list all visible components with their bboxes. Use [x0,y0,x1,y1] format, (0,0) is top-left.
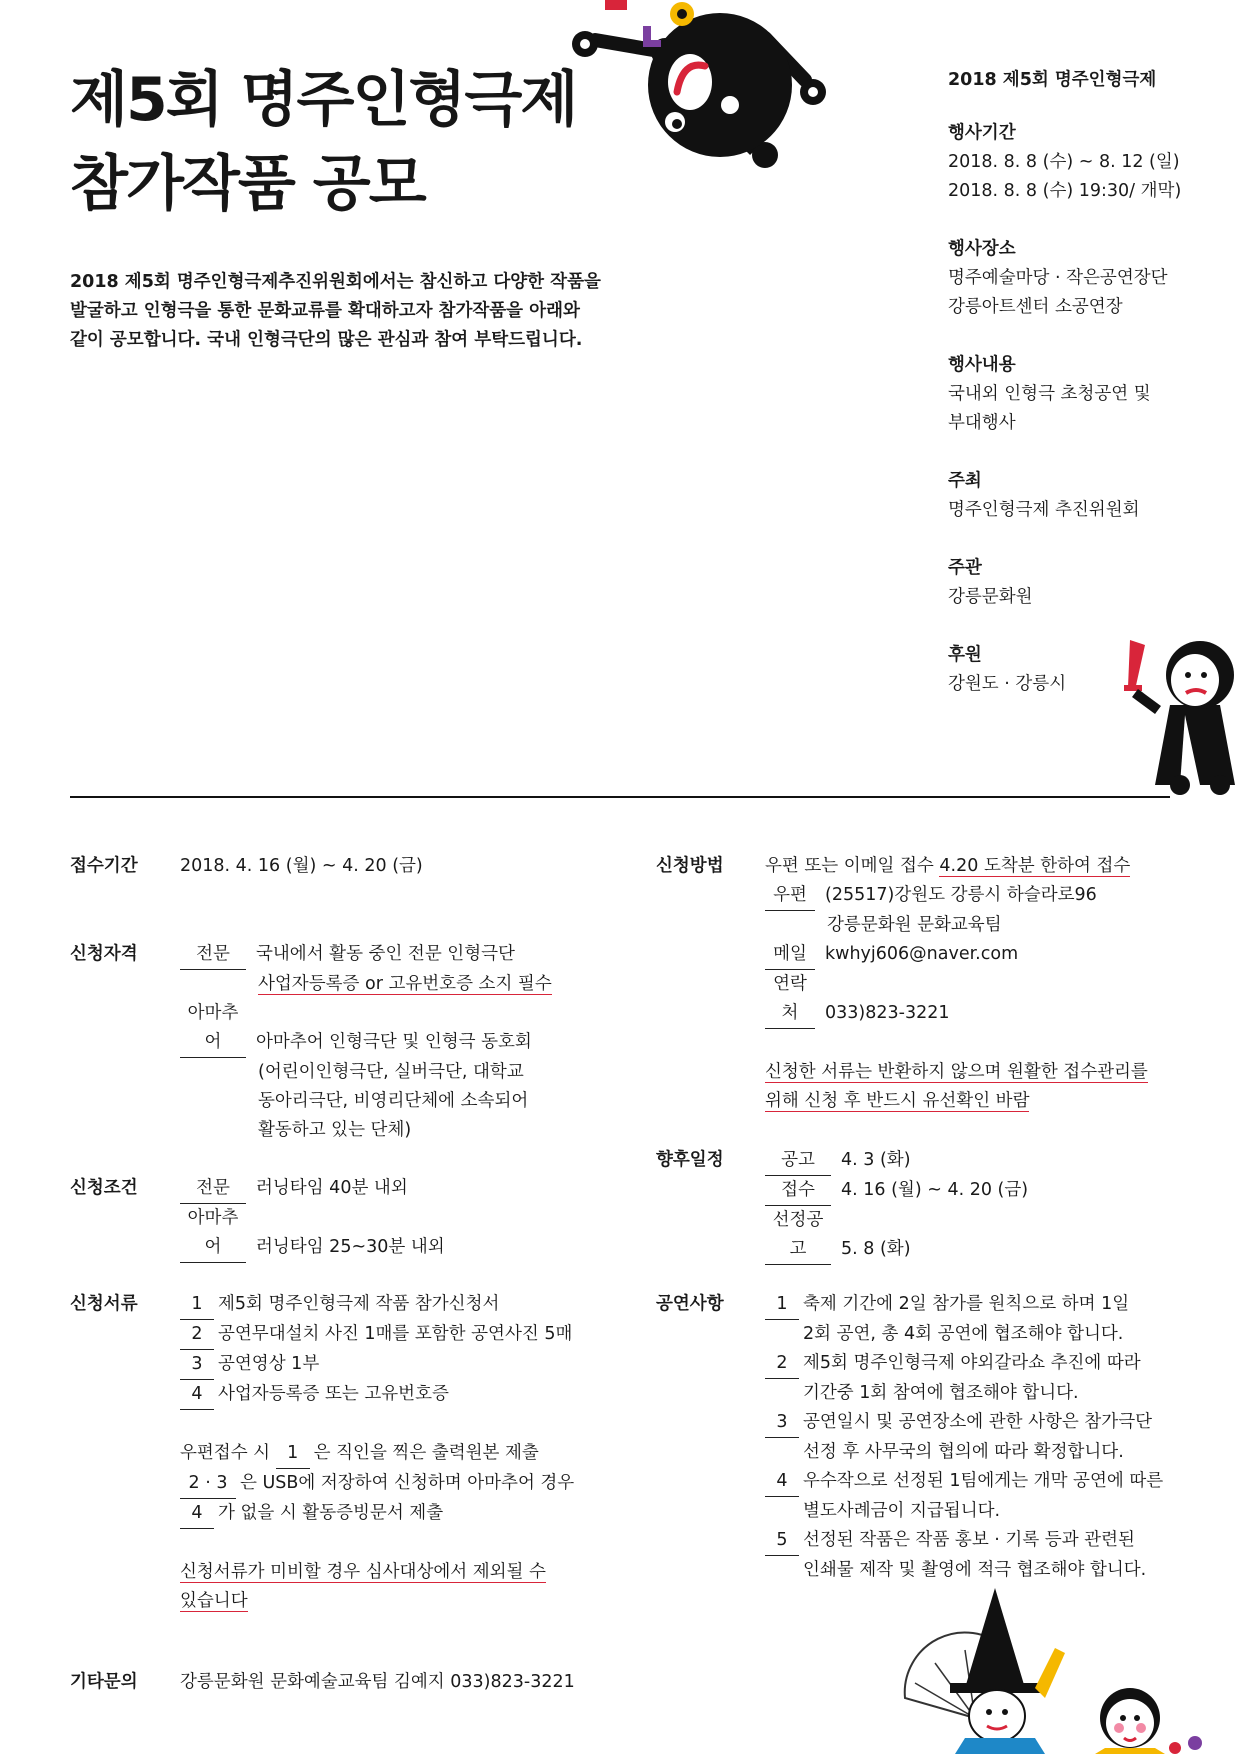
period-heading: 행사기간 [948,123,1016,143]
qualification-line: 아마추어 인형극단 및 인형극 동호회 [256,1032,532,1052]
festival-name: 2018 제5회 명주인형극제 [948,70,1157,90]
performance-text: 인쇄물 제작 및 촬영에 적극 협조해야 합니다. [803,1560,1147,1580]
performance-text: 공연일시 및 공연장소에 관한 사항은 참가극단 [803,1412,1153,1432]
performance-text: 선정 후 사무국의 협의에 따라 확정합니다. [803,1442,1124,1462]
content-line: 부대행사 [948,413,1016,433]
organizer-line: 강릉문화원 [948,587,1033,607]
note-text: 은 직인을 찍은 출력원본 제출 [313,1443,539,1463]
pro-tag: 전문 [180,940,246,970]
document-note [180,1469,600,1499]
method-warning: 신청한 서류는 반환하지 않으며 원활한 접수관리를 [765,1062,1148,1082]
document-note [180,1439,600,1469]
intro-line: 2018 제5회 명주인형극제추진위원회에서는 참신하고 다양한 작품을 [70,272,601,292]
venue-line: 강릉아트센터 소공연장 [948,297,1123,317]
venue-heading: 행사장소 [948,239,1016,259]
period-line: 2018. 8. 8 (수) 19:30/ 개막) [948,181,1182,201]
condition-line: 러닝타임 25~30분 내외 [256,1237,445,1257]
document-number: 1 [180,1290,214,1320]
reception-label: 접수기간 [70,856,138,876]
amateur-tag: 아마추어 [180,999,246,1058]
documents-warning: 있습니다 [180,1591,248,1611]
host-heading: 주최 [948,471,982,491]
performance-text: 2회 공연, 총 4회 공연에 협조해야 합니다. [803,1324,1124,1344]
performance-block [765,1290,1225,1585]
schedule-tag: 선정공고 [765,1206,831,1265]
document-text: 사업자등록증 또는 고유번호증 [218,1384,449,1404]
period-line: 2018. 8. 8 (수) ~ 8. 12 (일) [948,152,1180,172]
method-label: 신청방법 [656,856,724,876]
qualification-block [180,940,552,1145]
performance-number: 1 [765,1290,799,1320]
qualification-line: (어린이인형극단, 실버극단, 대학교 [258,1062,524,1082]
schedule-value: 4. 3 (화) [841,1150,911,1170]
method-deadline: 4.20 도착분 한하여 접수 [939,856,1131,876]
performance-label: 공연사항 [656,1294,724,1314]
amateur-tag: 아마추어 [180,1204,246,1263]
performance-text: 기간중 1회 참여에 협조해야 합니다. [803,1383,1079,1403]
intro-line: 같이 공모합니다. 국내 인형극단의 많은 관심과 참여 부탁드립니다. [70,330,583,350]
post-address: 강릉문화원 문화교육팀 [827,915,1002,935]
performance-number: 5 [765,1526,799,1556]
contact-tag: 연락처 [765,970,815,1029]
performance-item [765,1290,1225,1320]
schedule-value: 5. 8 (화) [841,1239,911,1259]
sidebar-info [948,66,1181,699]
pro-tag: 전문 [180,1174,246,1204]
method-text: 우편 또는 이메일 접수 [765,856,934,876]
qualification-line: 국내에서 활동 중인 전문 인형극단 [256,944,515,964]
mail-tag: 메일 [765,940,815,970]
venue-line: 명주예술마당 · 작은공연장단 [948,268,1168,288]
document-item [180,1290,600,1320]
sponsor-heading: 후원 [948,645,982,665]
performance-text: 축제 기간에 2일 참가를 원칙으로 하며 1일 [803,1294,1130,1314]
documents-label: 신청서류 [70,1294,138,1314]
puppet-top-illustration [565,0,845,170]
condition-label: 신청조건 [70,1178,138,1198]
performance-number: 2 [765,1349,799,1379]
qualification-label: 신청자격 [70,944,138,964]
puppet-pair-illustration [895,1588,1235,1754]
inquiry-value: 강릉문화원 문화예술교육팀 김예지 033)823-3221 [180,1672,575,1692]
qualification-line: 활동하고 있는 단체) [258,1120,412,1140]
sponsor-line: 강원도 · 강릉시 [948,674,1067,694]
content-line: 국내외 인형극 초청공연 및 [948,384,1151,404]
performance-item [765,1526,1225,1556]
intro-paragraph [70,268,630,355]
document-item [180,1320,600,1350]
note-text: 가 없을 시 활동증빙문서 제출 [218,1503,444,1523]
section-divider [70,796,1170,798]
condition-line: 러닝타임 40분 내외 [256,1178,408,1198]
note-text: 은 USB에 저장하여 신청하며 아마추어 경우 [240,1473,575,1493]
puppet-sword-illustration [1110,635,1240,795]
schedule-item [765,1176,1028,1206]
reception-value: 2018. 4. 16 (월) ~ 4. 20 (금) [180,856,423,876]
method-block [765,852,1205,1116]
contact-phone: 033)823-3221 [825,1003,950,1023]
title-line-2: 참가작품 공모 [70,149,425,219]
performance-text: 우수작으로 선정된 1팀에게는 개막 공연에 따른 [803,1471,1164,1491]
note-number: 4 [180,1499,214,1529]
document-item [180,1350,600,1380]
documents-warning: 신청서류가 미비할 경우 심사대상에서 제외될 수 [180,1562,546,1582]
schedule-block [765,1146,1028,1265]
mail-address[interactable]: kwhyj606@naver.com [825,944,1019,964]
content-heading: 행사내용 [948,355,1016,375]
host-line: 명주인형극제 추진위원회 [948,500,1140,520]
schedule-tag: 공고 [765,1146,831,1176]
organizer-heading: 주관 [948,558,982,578]
schedule-item [765,1146,1028,1176]
page-title [70,58,576,226]
document-text: 제5회 명주인형극제 작품 참가신청서 [218,1294,500,1314]
performance-text: 별도사례금이 지급됩니다. [803,1501,1001,1521]
schedule-label: 향후일정 [656,1150,724,1170]
document-item [180,1380,600,1410]
qualification-line: 동아리극단, 비영리단체에 소속되어 [258,1091,529,1111]
document-text: 공연영상 1부 [218,1354,320,1374]
performance-text: 제5회 명주인형극제 야외갈라쇼 추진에 따라 [803,1353,1141,1373]
performance-number: 3 [765,1408,799,1438]
performance-text: 선정된 작품은 작품 홍보 · 기록 등과 관련된 [803,1530,1135,1550]
documents-block [180,1290,600,1616]
method-warning: 위해 신청 후 반드시 유선확인 바람 [765,1091,1030,1111]
post-address: (25517)강원도 강릉시 하슬라로96 [825,885,1097,905]
performance-item [765,1408,1225,1438]
document-number: 4 [180,1380,214,1410]
schedule-value: 4. 16 (월) ~ 4. 20 (금) [841,1180,1029,1200]
performance-number: 4 [765,1467,799,1497]
qualification-required: 사업자등록증 or 고유번호증 소지 필수 [258,974,552,994]
condition-block [180,1174,445,1263]
intro-line: 발굴하고 인형극을 통한 문화교류를 확대하고자 참가작품을 아래와 [70,301,580,321]
document-text: 공연무대설치 사진 1매를 포함한 공연사진 5매 [218,1324,573,1344]
document-number: 2 [180,1320,214,1350]
schedule-item [765,1206,1028,1265]
performance-item [765,1467,1225,1497]
schedule-tag: 접수 [765,1176,831,1206]
note-number: 2 · 3 [180,1469,236,1499]
document-number: 3 [180,1350,214,1380]
title-line-1: 제5회 명주인형극제 [70,65,577,135]
note-text: 우편접수 시 [180,1443,271,1463]
document-note [180,1499,600,1529]
performance-item [765,1349,1225,1379]
note-number: 1 [276,1439,310,1469]
inquiry-label: 기타문의 [70,1672,138,1692]
post-tag: 우편 [765,881,815,911]
